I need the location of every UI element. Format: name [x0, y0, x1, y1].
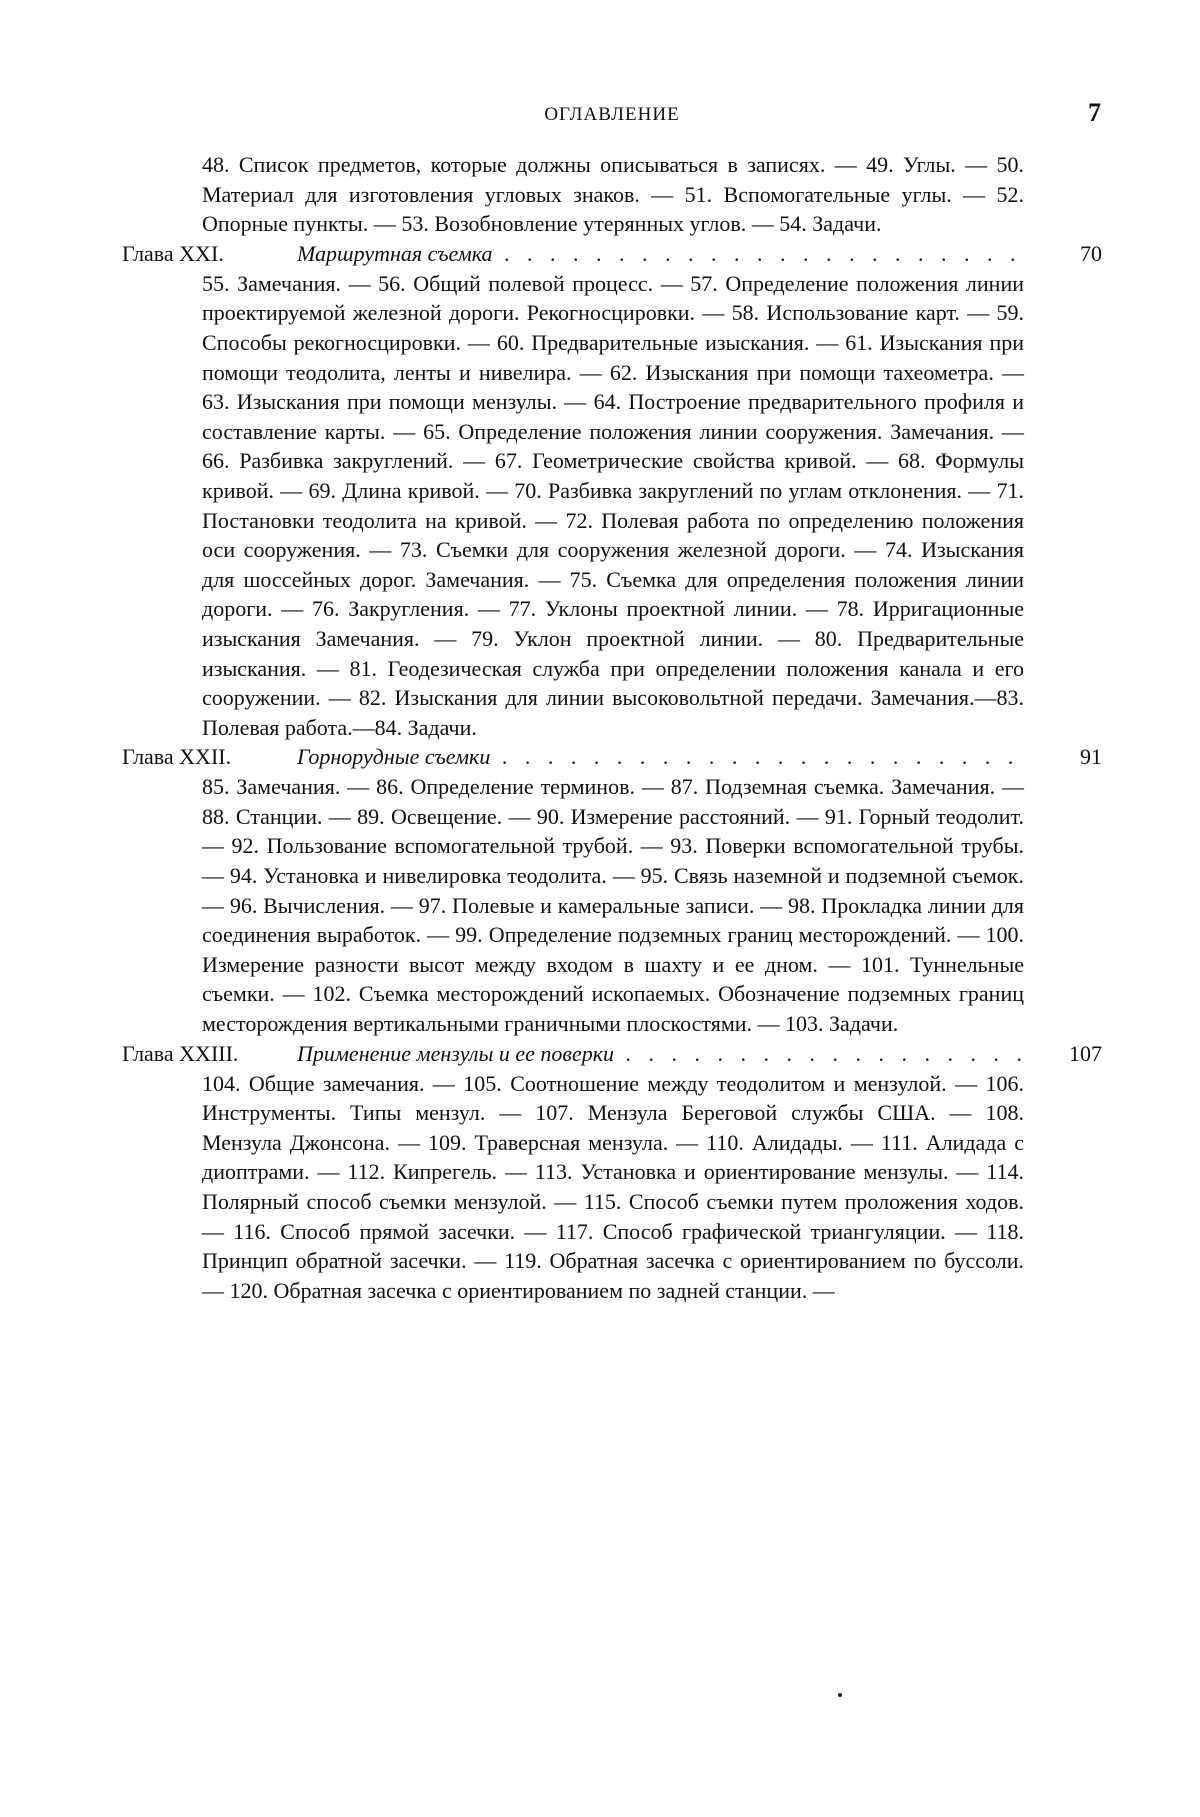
chapter-number: XXII. — [179, 744, 231, 769]
chapter-number: XXI. — [179, 241, 224, 266]
toc-chapter-entry[interactable] — [122, 742, 1102, 772]
chapter-word: Глава — [122, 744, 174, 769]
page — [0, 0, 1200, 1817]
dot-leader: . . . . . . . . . . . . . . . . . . . . . . . — [490, 744, 1024, 769]
chapter-page-number: 107 — [1069, 1039, 1102, 1069]
chapter-page-number: 91 — [1080, 742, 1102, 772]
toc-sections-block: 48. Список предметов, которые должны описываться в записях. — 49. Углы. — 50. Материал для изготовления угловых знаков. — 51. Вспомогательные углы. — 52. Опорные пункты. — 53. Возобновление утерянных углов. — 54. Задачи. — [202, 150, 1024, 239]
toc-sections-block: 85. Замечания. — 86. Определение терминов. — 87. Подземная съемка. Замечания. — 88. Станции. — 89. Освещение. — 90. Измерение расстояний. — 91. Горный теодолит. — 92. Пользование вспомогательной трубой. — 93. Поверки вспомогательной трубы.— 94. Установка и нивелировка теодолита. — 95. Связь наземной и подземной съемок. — 96. Вычисления. — 97. Полевые и камеральные записи. — 98. Прокладка линии для соединения выработок. — 99. Определение подземных границ месторождений. — 100. Измерение разности высот между входом в шахту и ее дном. — 101. Туннельные съемки. — 102. Съемка месторождений ископаемых. Обозначение подземных границ месторождения вертикальными граничными плоскостями. — 103. Задачи. — [202, 772, 1024, 1038]
chapter-label — [122, 742, 231, 772]
print-speck — [838, 1693, 842, 1697]
toc-sections-block: 104. Общие замечания. — 105. Соотношение между теодолитом и мензулой. — 106. Инструменты. Типы мензул. — 107. Мензула Береговой службы США. — 108. Мензула Джонсона. — 109. Траверсная мензула. — 110. Алидады. — 111. Алидада с диоптрами. — 112. Кипрегель. — 113. Установка и ориентирование мензулы. — 114. Полярный способ съемки мензулой. — 115. Способ съемки путем проложения ходов. — 116. Способ прямой засечки. — 117. Способ графической триангуляции. — 118. Принцип обратной засечки. — 119. Обратная засечка с ориентированием по буссоли. — 120. Обратная засечка с ориентированием по задней станции. — — [202, 1069, 1024, 1306]
chapter-label — [122, 1039, 238, 1069]
table-of-contents — [122, 150, 1102, 1305]
chapter-word: Глава — [122, 1041, 174, 1066]
chapter-title-wrap — [297, 1039, 1024, 1069]
chapter-title: Горнорудные съемки — [297, 744, 490, 769]
toc-chapter-entry[interactable] — [122, 239, 1102, 269]
chapter-number: XXIII. — [179, 1041, 238, 1066]
chapter-title: Применение мензулы и ее поверки — [297, 1041, 614, 1066]
chapter-label — [122, 239, 224, 269]
page-number: 7 — [1088, 98, 1102, 128]
page-title: ОГЛАВЛЕНИЕ — [122, 104, 1102, 126]
toc-chapter-entry[interactable] — [122, 1039, 1102, 1069]
dot-leader: . . . . . . . . . . . . . . . . . . . . . . . — [493, 241, 1024, 266]
chapter-title-wrap — [297, 239, 1024, 269]
toc-sections-block: 55. Замечания. — 56. Общий полевой процесс. — 57. Определение положения линии проектируемой железной дороги. Рекогносцировки. — 58. Использование карт. — 59. Способы рекогносцировки. — 60. Предварительные изыскания. — 61. Изыскания при помощи теодолита, ленты и нивелира. — 62. Изыскания при помощи тахеометра. — 63. Изыскания при помощи мензулы. — 64. Построение предварительного профиля и составление карты. — 65. Определение положения линии сооружения. Замечания. — 66. Разбивка закруглений. — 67. Геометрические свойства кривой. — 68. Формулы кривой. — 69. Длина кривой. — 70. Разбивка закруглений по углам отклонения. — 71. Постановки теодолита на кривой. — 72. Полевая работа по определению положения оси сооружения. — 73. Съемки для сооружения железной дороги. — 74. Изыскания для шоссейных дорог. Замечания. — 75. Съемка для определения положения линии дороги. — 76. Закругления. — 77. Уклоны проектной линии. — 78. Ирригационные изыскания Замечания. — 79. Уклон проектной линии. — 80. Предварительные изыскания. — 81. Геодезическая служба при определении положения канала и его сооружении. — 82. Изыскания для линии высоковольтной передачи. Замечания.—83. Полевая работа.—84. Задачи. — [202, 269, 1024, 743]
chapter-word: Глава — [122, 241, 174, 266]
dot-leader: . . . . . . . . . . . . . . . . . — [614, 1041, 1024, 1066]
chapter-title: Маршрутная съемка — [297, 241, 493, 266]
chapter-page-number: 70 — [1080, 239, 1102, 269]
chapter-title-wrap — [297, 742, 1024, 772]
